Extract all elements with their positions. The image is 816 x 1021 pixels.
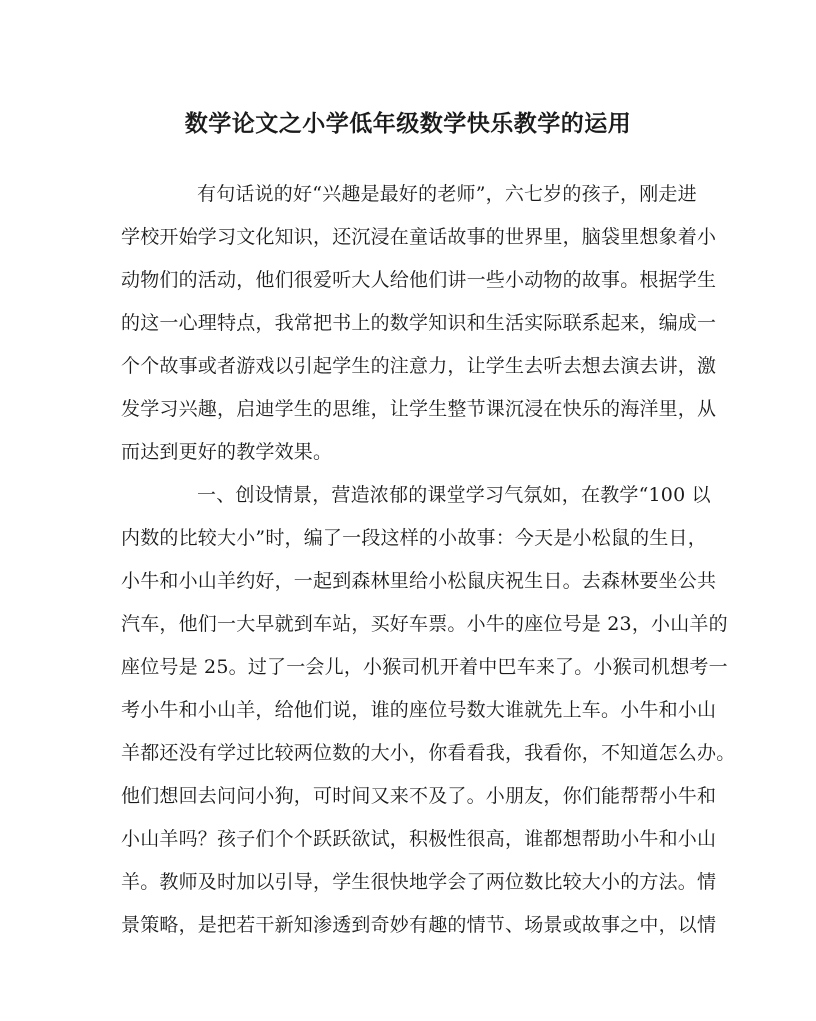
paragraph-1-line-1: 有句话说的好“兴趣是最好的老师”，六七岁的孩子，刚走进 — [197, 183, 697, 205]
paragraph-2-line-3: 小牛和小山羊约好，一起到森林里给小松鼠庆祝生日。去森林要坐公共 — [121, 570, 717, 592]
paragraph-1-line-7: 而达到更好的教学效果。 — [121, 441, 333, 463]
paragraph-2-line-10: 羊。教师及时加以引导，学生很快地学会了两位数比较大小的方法。情 — [121, 871, 717, 893]
paragraph-2-line-8: 他们想回去问问小狗，可时间又来不及了。小朋友，你们能帮帮小牛和 — [121, 785, 717, 807]
paragraph-1-line-6: 发学习兴趣，启迪学生的思维，让学生整节课沉浸在快乐的海洋里，从 — [121, 398, 717, 420]
paragraph-2-line-5: 座位号是 25。过了一会儿，小猴司机开着中巴车来了。小猴司机想考一 — [121, 656, 728, 678]
paragraph-2-line-1: 一、创设情景，营造浓郁的课堂学习气氛如，在教学“100 以 — [197, 484, 711, 506]
document-title: 数学论文之小学低年级数学快乐教学的运用 — [184, 110, 632, 137]
paragraph-2-line-9: 小山羊吗？孩子们个个跃跃欲试，积极性很高，谁都想帮助小牛和小山 — [121, 828, 717, 850]
paragraph-1-line-4: 的这一心理特点，我常把书上的数学知识和生活实际联系起来，编成一 — [121, 312, 717, 334]
paragraph-2-line-11: 景策略，是把若干新知渗透到奇妙有趣的情节、场景或故事之中，以情 — [121, 914, 717, 936]
paragraph-1-line-5: 个个故事或者游戏以引起学生的注意力，让学生去听去想去演去讲，激 — [121, 355, 717, 377]
paragraph-2-line-7: 羊都还没有学过比较两位数的大小，你看看我，我看你，不知道怎么办。 — [121, 742, 736, 764]
paragraph-2-line-6: 考小牛和小山羊，给他们说，谁的座位号数大谁就先上车。小牛和小山 — [121, 699, 717, 721]
paragraph-1-line-2: 学校开始学习文化知识，还沉浸在童话故事的世界里，脑袋里想象着小 — [121, 226, 717, 248]
paragraph-1-line-3: 动物们的活动，他们很爱听大人给他们讲一些小动物的故事。根据学生 — [121, 269, 717, 291]
paragraph-2-line-2: 内数的比较大小”时，编了一段这样的小故事：今天是小松鼠的生日， — [121, 527, 707, 549]
paragraph-2-line-4: 汽车，他们一大早就到车站，买好车票。小牛的座位号是 23，小山羊的 — [121, 613, 728, 635]
